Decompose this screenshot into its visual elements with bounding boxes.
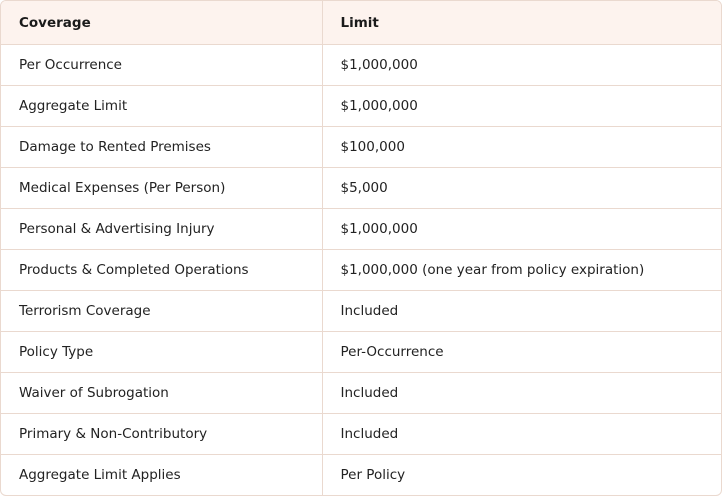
coverage-table bbox=[1, 1, 721, 495]
limit-cell: Per Policy bbox=[340, 467, 406, 483]
limit-cell: $1,000,000 (one year from policy expiration) bbox=[322, 250, 721, 291]
limit-cell: Included bbox=[322, 373, 721, 414]
coverage-cell: Aggregate Limit bbox=[1, 86, 322, 127]
table-row bbox=[1, 332, 721, 373]
limit-cell: Included bbox=[322, 291, 721, 332]
coverage-cell: Policy Type bbox=[1, 332, 322, 373]
coverage-cell: Per Occurrence bbox=[1, 45, 322, 86]
coverage-cell: Personal & Advertising Injury bbox=[1, 209, 322, 250]
limit-cell: Per-Occurrence bbox=[322, 332, 721, 373]
coverage-cell: Aggregate Limit Applies bbox=[1, 455, 322, 496]
table-row bbox=[1, 209, 721, 250]
table-row bbox=[1, 127, 721, 168]
table-row bbox=[1, 45, 721, 86]
coverage-cell: Waiver of Subrogation bbox=[1, 373, 322, 414]
table-row bbox=[1, 414, 721, 455]
limit-cell: $1,000,000 bbox=[322, 209, 721, 250]
table-header-row bbox=[1, 1, 721, 45]
coverage-cell: Primary & Non-Contributory bbox=[1, 414, 322, 455]
table-row bbox=[1, 373, 721, 414]
coverage-cell: Medical Expenses (Per Person) bbox=[1, 168, 322, 209]
limit-cell: $5,000 bbox=[322, 168, 721, 209]
header-limit: Limit bbox=[322, 1, 721, 45]
table-row bbox=[1, 455, 721, 496]
table-row bbox=[1, 86, 721, 127]
coverage-cell: Damage to Rented Premises bbox=[1, 127, 322, 168]
limit-cell: $100,000 bbox=[322, 127, 721, 168]
table-row bbox=[1, 168, 721, 209]
limit-cell: $1,000,000 bbox=[322, 86, 721, 127]
limit-cell: Included bbox=[322, 414, 721, 455]
coverage-cell: Products & Completed Operations bbox=[1, 250, 322, 291]
table-row bbox=[1, 291, 721, 332]
table-row bbox=[1, 250, 721, 291]
coverage-cell: Terrorism Coverage bbox=[1, 291, 322, 332]
header-coverage: Coverage bbox=[1, 1, 322, 45]
limit-cell: $1,000,000 bbox=[322, 45, 721, 86]
